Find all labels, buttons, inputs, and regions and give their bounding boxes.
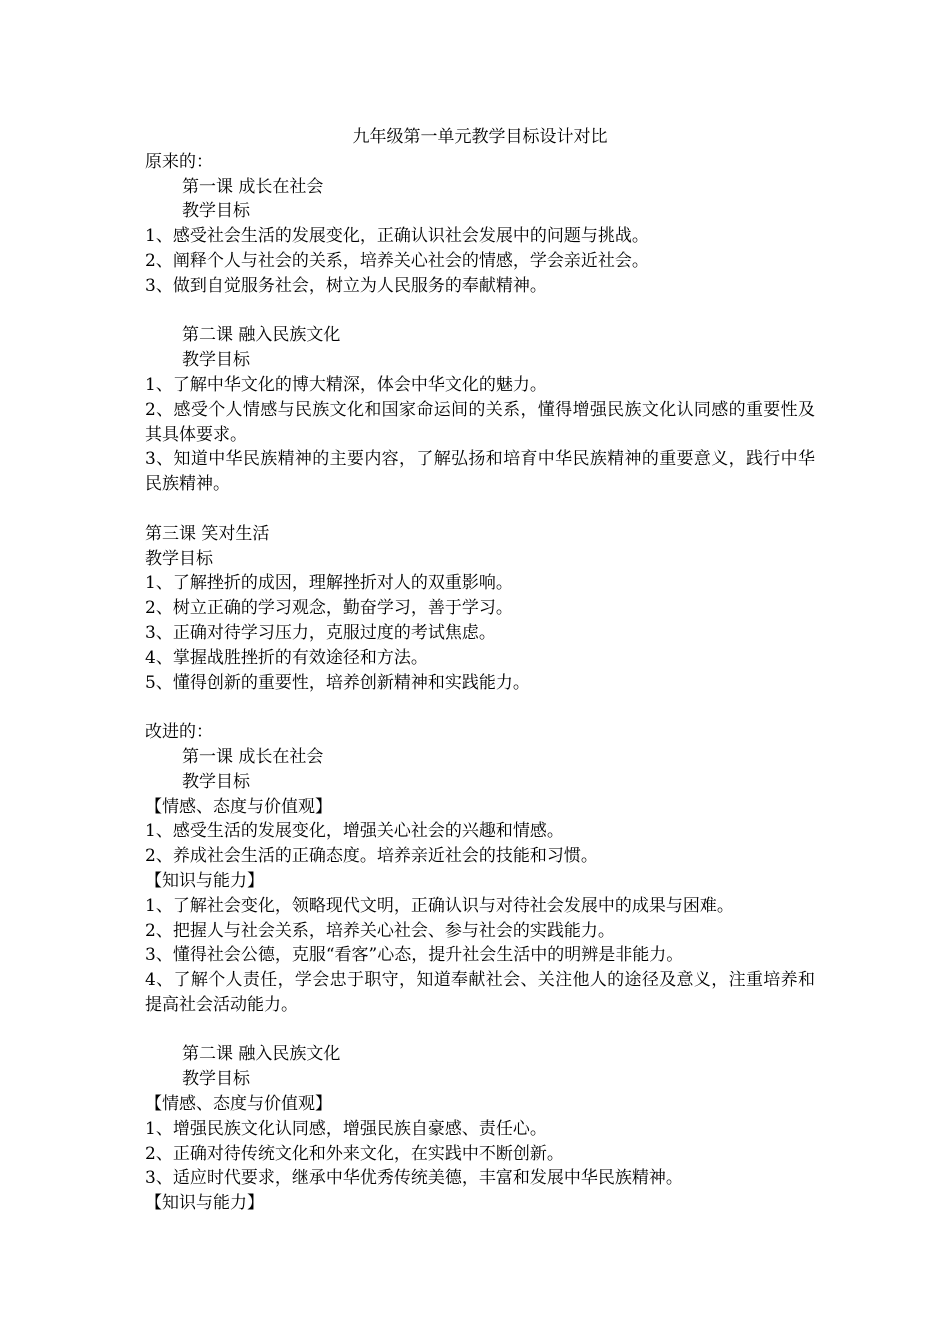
- original-heading: 原来的：: [145, 151, 213, 172]
- goal-item: 3、做到自觉服务社会，树立为人民服务的奉献精神。: [145, 275, 547, 296]
- knowledge-section-label: 【知识与能力】: [145, 1193, 264, 1214]
- lesson-title: 第二课 融入民族文化: [182, 1044, 341, 1065]
- goal-item: 3、适应时代要求，继承中华优秀传统美德，丰富和发展中华民族精神。: [145, 1168, 683, 1189]
- goal-item: 1、了解社会变化，领略现代文明，正确认识与对待社会发展中的成果与困难。: [145, 895, 734, 916]
- goal-item: 2、阐释个人与社会的关系，培养关心社会的情感，学会亲近社会。: [145, 250, 649, 271]
- lesson-title: 第三课 笑对生活: [145, 523, 270, 544]
- goal-item: 2、正确对待传统文化和外来文化，在实践中不断创新。: [145, 1143, 564, 1164]
- lesson-title: 第一课 成长在社会: [182, 176, 324, 197]
- goal-item: 2、树立正确的学习观念，勤奋学习，善于学习。: [145, 598, 513, 619]
- lesson-title: 第一课 成长在社会: [182, 746, 324, 767]
- spacer: [145, 1018, 815, 1043]
- spacer: [145, 299, 815, 324]
- goal-item: 4、掌握战胜挫折的有效途径和方法。: [145, 647, 428, 668]
- document-body: [145, 125, 815, 1216]
- goals-label: 教学目标: [182, 350, 250, 371]
- improved-heading: 改进的：: [145, 722, 213, 743]
- spacer: [145, 695, 815, 720]
- goal-item: 4、了解个人责任，学会忠于职守，知道奉献社会、关注他人的途径及意义，注重培养和提高社会活动能力。: [145, 970, 815, 1015]
- goal-item: 2、感受个人情感与民族文化和国家命运间的关系，懂得增强民族文化认同感的重要性及其具体要求。: [145, 399, 815, 445]
- goal-item: 1、了解挫折的成因，理解挫折对人的双重影响。: [145, 573, 513, 594]
- goal-item: 1、增强民族文化认同感，增强民族自豪感、责任心。: [145, 1118, 547, 1139]
- goal-item: 5、懂得创新的重要性，培养创新精神和实践能力。: [145, 672, 530, 693]
- lesson-title: 第二课 融入民族文化: [182, 325, 341, 346]
- goals-label: 教学目标: [182, 771, 250, 792]
- emotion-section-label: 【情感、态度与价值观】: [145, 796, 332, 817]
- knowledge-section-label: 【知识与能力】: [145, 870, 264, 891]
- goal-item: 3、懂得社会公德，克服“看客”心态，提升社会生活中的明辨是非能力。: [145, 945, 684, 966]
- goal-item: 3、正确对待学习压力，克服过度的考试焦虑。: [145, 622, 496, 643]
- goal-item: 2、养成社会生活的正确态度。培养亲近社会的技能和习惯。: [145, 846, 598, 867]
- goal-item: 1、感受生活的发展变化，增强关心社会的兴趣和情感。: [145, 821, 564, 842]
- goals-label: 教学目标: [182, 1069, 250, 1090]
- goal-item: 2、把握人与社会关系，培养关心社会、参与社会的实践能力。: [145, 920, 615, 941]
- document-title: 九年级第一单元教学目标设计对比: [352, 127, 608, 147]
- goals-label: 教学目标: [145, 548, 213, 569]
- goal-item: 3、知道中华民族精神的主要内容，了解弘扬和培育中华民族精神的重要意义，践行中华民族精神。: [145, 449, 815, 495]
- emotion-section-label: 【情感、态度与价值观】: [145, 1094, 332, 1115]
- goal-item: 1、了解中华文化的博大精深，体会中华文化的魅力。: [145, 374, 547, 395]
- spacer: [145, 497, 815, 522]
- goals-label: 教学目标: [182, 201, 250, 222]
- goal-item: 1、感受社会生活的发展变化，正确认识社会发展中的问题与挑战。: [145, 226, 649, 247]
